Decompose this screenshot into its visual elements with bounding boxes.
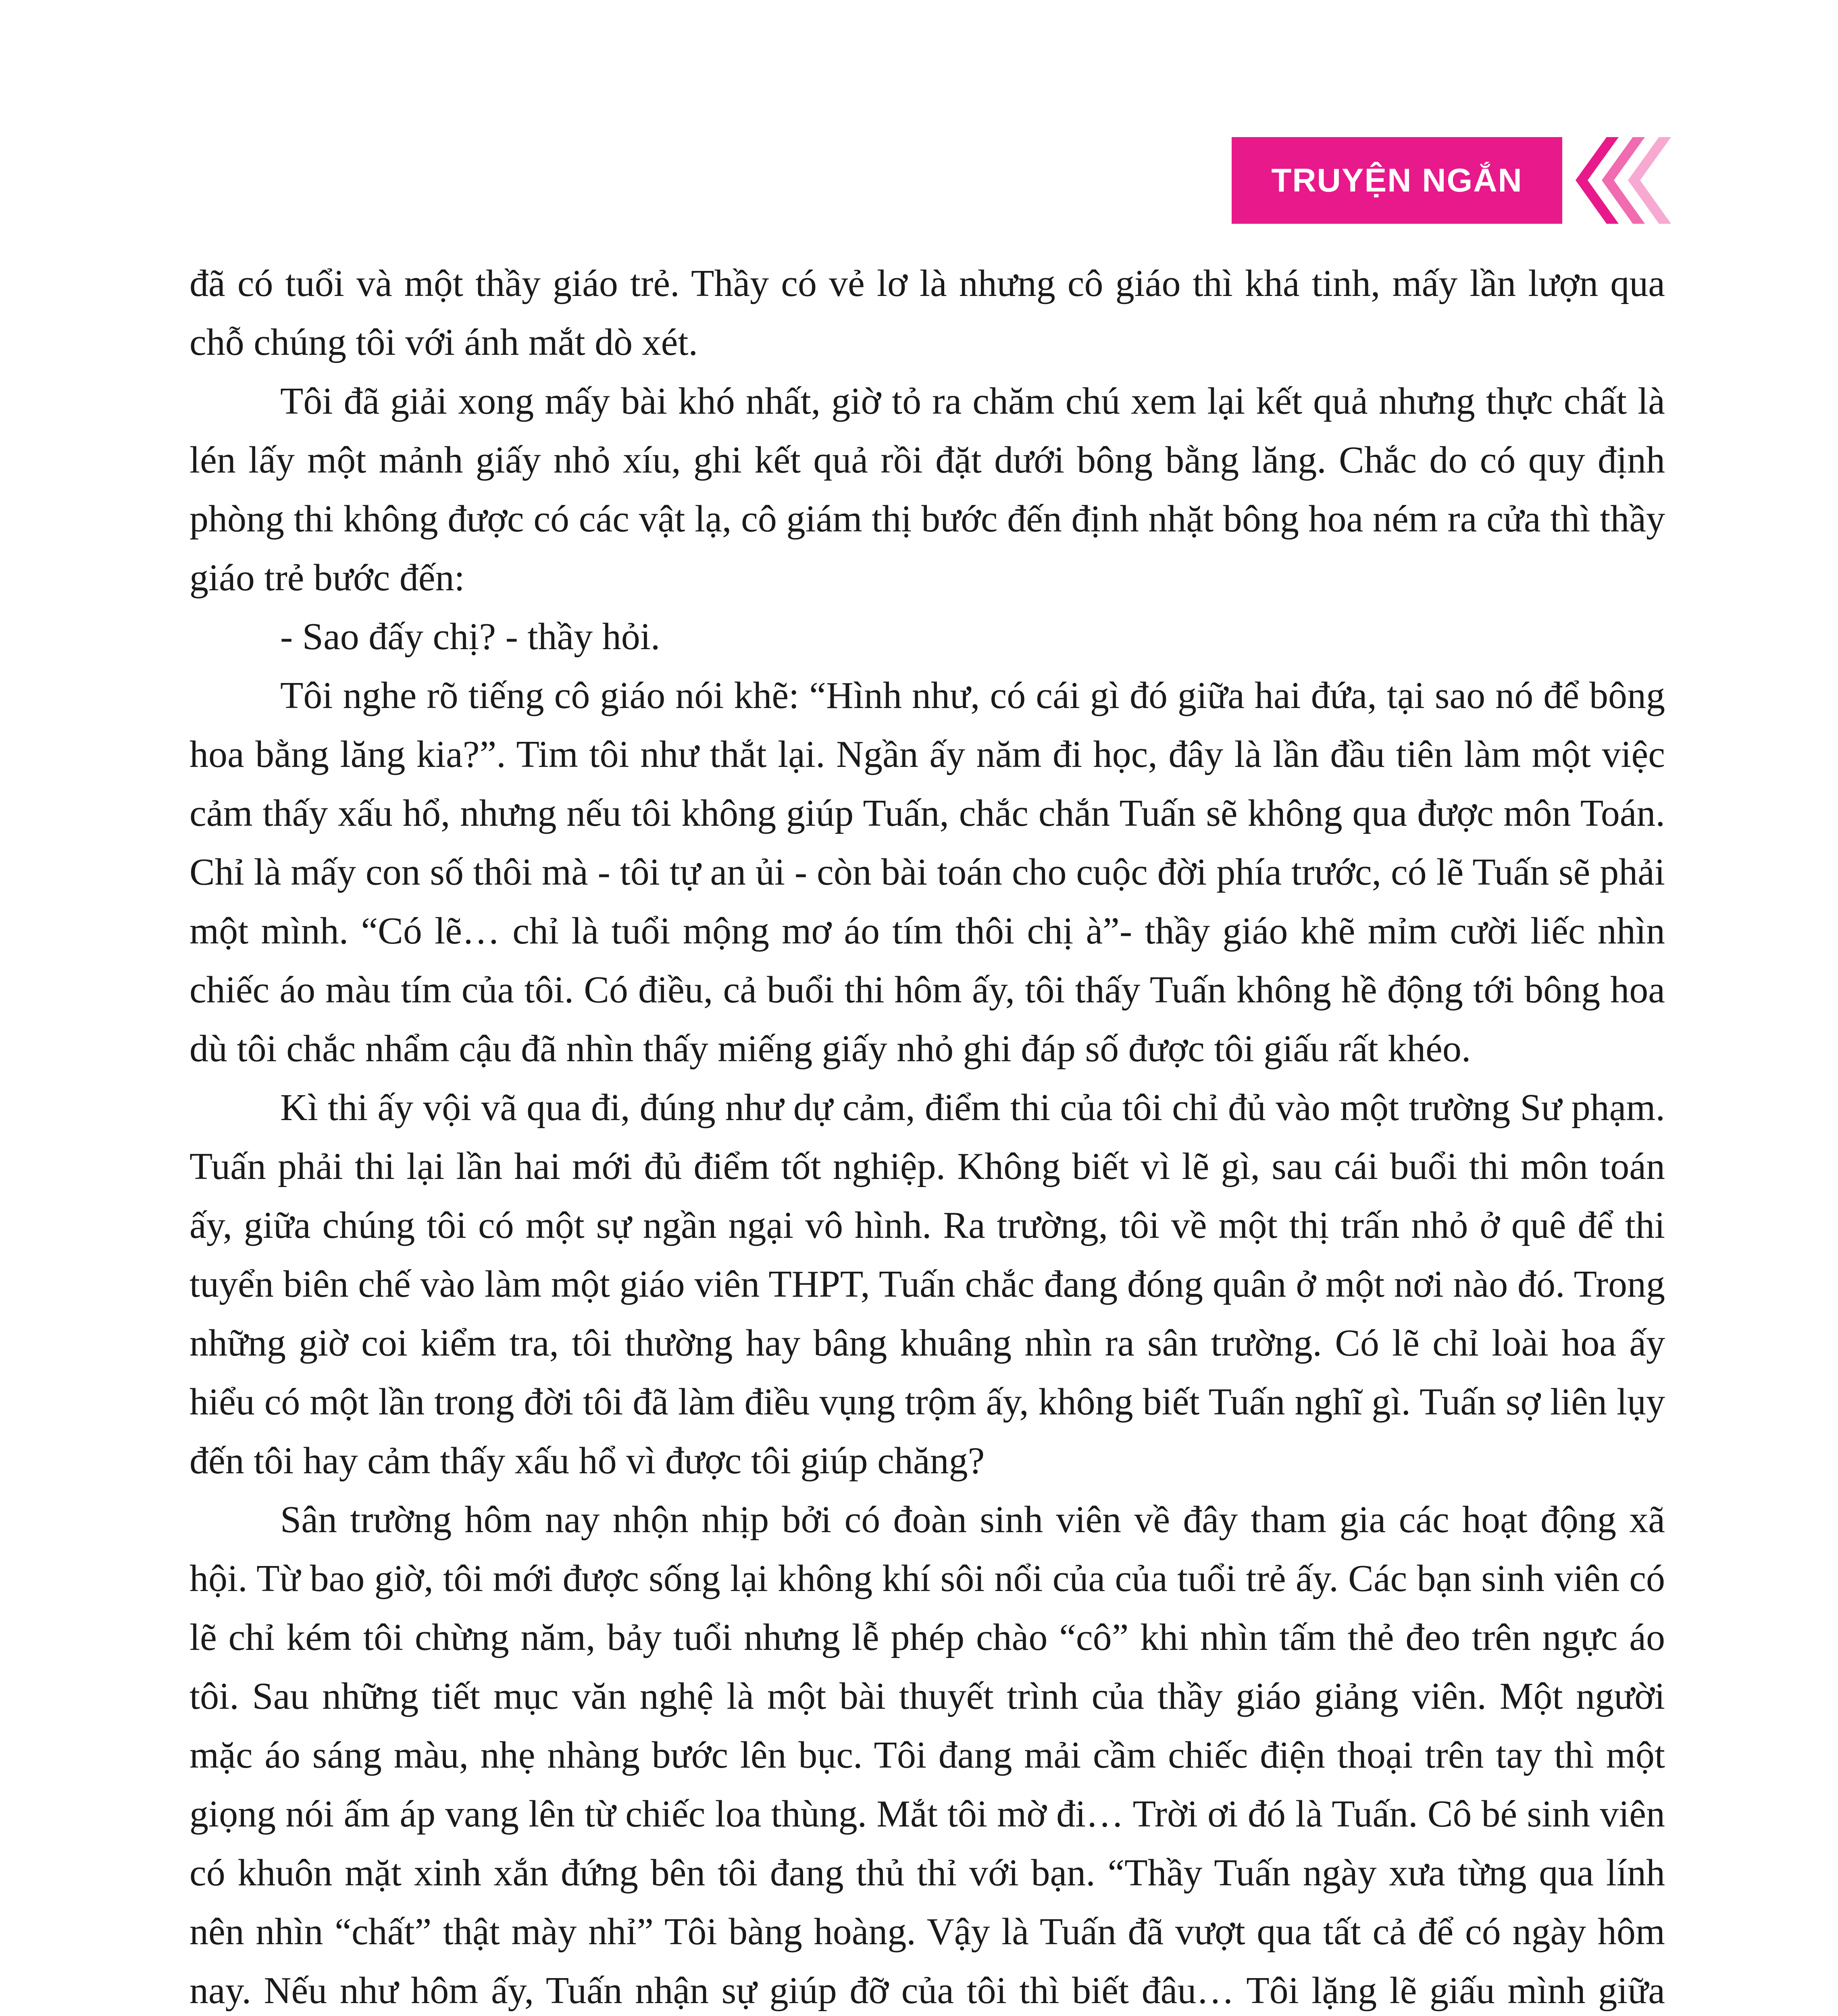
paragraph: Tôi nghe rõ tiếng cô giáo nói khẽ: “Hình như, có cái gì đó giữa hai đứa, tại sao nó để bông hoa bằng lăng kia?”. Tim tôi như thắt lại. Ngần ấy năm đi học, đây là lần đầu tiên làm một việc cảm thấy xấu hổ, nhưng nếu tôi không giúp Tuấn, chắc chắn Tuấn sẽ không qua được môn Toán. Chỉ là mấy con số thôi mà - tôi tự an ủi - còn bài toán cho cuộc đời phía trước, có lẽ Tuấn sẽ phải một mình. “Có lẽ… chỉ là tuổi mộng mơ áo tím thôi chị à”- thầy giáo khẽ mỉm cười liếc nhìn chiếc áo màu tím của tôi. Có điều, cả buổi thi hôm ấy, tôi thấy Tuấn không hề động tới bông hoa dù tôi chắc nhẩm cậu đã nhìn thấy miếng giấy nhỏ ghi đáp số được tôi giấu rất khéo. — [189, 675, 1665, 1070]
paragraph: Kì thi ấy vội vã qua đi, đúng như dự cảm, điểm thi của tôi chỉ đủ vào một trường Sư phạm. Tuấn phải thi lại lần hai mới đủ điểm tốt nghiệp. Không biết vì lẽ gì, sau cái buổi thi môn toán ấy, giữa chúng tôi có một sự ngần ngại vô hình. Ra trường, tôi về một thị trấn nhỏ ở quê để thi tuyển biên chế vào làm một giáo viên THPT, Tuấn chắc đang đóng quân ở một nơi nào đó. Trong những giờ coi kiểm tra, tôi thường hay bâng khuâng nhìn ra sân trường. Có lẽ chỉ loài hoa ấy hiểu có một lần trong đời tôi đã làm điều vụng trộm ấy, không biết Tuấn nghĩ gì. Tuấn sợ liên lụy đến tôi hay cảm thấy xấu hổ vì được tôi giúp chăng? — [189, 1087, 1665, 1482]
section-header-tab — [1232, 137, 1562, 224]
paragraph: Tôi đã giải xong mấy bài khó nhất, giờ tỏ ra chăm chú xem lại kết quả nhưng thực chất là lén lấy một mảnh giấy nhỏ xíu, ghi kết quả rồi đặt dưới bông bằng lăng. Chắc do có quy định phòng thi không được có các vật lạ, cô giám thị bước đến định nhặt bông hoa ném ra cửa thì thầy giáo trẻ bước đến: — [189, 380, 1665, 599]
chevron-decoration-icon — [1556, 137, 1677, 224]
article-body — [189, 254, 1665, 2016]
paragraph: đã có tuổi và một thầy giáo trẻ. Thầy có vẻ lơ là nhưng cô giáo thì khá tinh, mấy lần lượn qua chỗ chúng tôi với ánh mắt dò xét. — [189, 262, 1665, 363]
paragraph: Sân trường hôm nay nhộn nhịp bởi có đoàn sinh viên về đây tham gia các hoạt động xã hội. Từ bao giờ, tôi mới được sống lại không khí sôi nổi của của tuổi trẻ ấy. Các bạn sinh viên có lẽ chỉ kém tôi chừng năm, bảy tuổi nhưng lễ phép chào “cô” khi nhìn tấm thẻ đeo trên ngực áo tôi. Sau những tiết mục văn nghệ là một bài thuyết trình của thầy giáo giảng viên. Một người mặc áo sáng màu, nhẹ nhàng bước lên bục. Tôi đang mải cầm chiếc điện thoại trên tay thì một giọng nói ấm áp vang lên từ chiếc loa thùng. Mắt tôi mờ đi… Trời ơi đó là Tuấn. Cô bé sinh viên có khuôn mặt xinh xắn đứng bên tôi đang thủ thỉ với bạn. “Thầy Tuấn ngày xưa từng qua lính nên nhìn “chất” thật mày nhỉ” Tôi bàng hoàng. Vậy là Tuấn đã vượt qua tất cả để có ngày hôm nay. Nếu như hôm ấy, Tuấn nhận sự giúp đỡ của tôi thì biết đâu… Tôi lặng lẽ giấu mình giữa — [189, 1499, 1665, 2012]
paragraph: - Sao đấy chị? - thầy hỏi. — [280, 616, 660, 658]
section-label: TRUYỆN NGẮN — [1271, 162, 1523, 199]
